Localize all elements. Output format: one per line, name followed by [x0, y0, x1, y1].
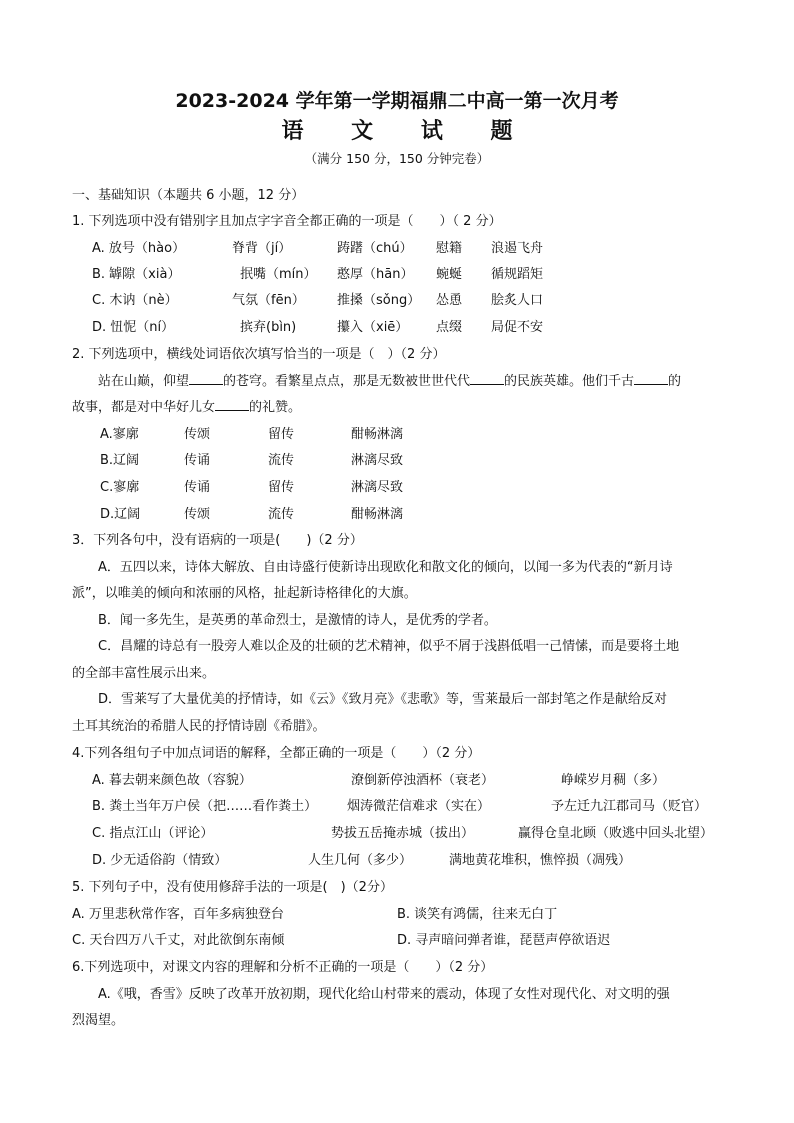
q1-b-2: 抿嘴（mín）	[240, 267, 317, 282]
q6-a-line1: A.《哦，香雪》反映了改革开放初期，现代化给山村带来的震动，体现了女性对现代化、对文明的强	[98, 987, 670, 1002]
section-heading: 一、基础知识（本题共 6 小题，12 分）	[72, 188, 305, 203]
fill-blank	[215, 398, 249, 411]
q4-c-3: 赢得仓皇北顾（败逃中回头北望）	[518, 826, 714, 841]
q4-d-1: D. 少无适俗韵（情致）	[92, 853, 228, 868]
fill-blank	[470, 372, 504, 385]
q2-a-4: 酣畅淋漓	[351, 427, 404, 442]
q2-b-4: 淋漓尽致	[351, 453, 404, 468]
q2-a-2: 传颂	[184, 427, 211, 442]
q2-passage-line1	[98, 372, 681, 391]
q2-b-1: B.辽阔	[100, 453, 140, 468]
q4-c-1: C. 指点江山（评论）	[92, 826, 214, 841]
q5-b: B. 谈笑有鸿儒，往来无白丁	[397, 907, 558, 922]
q4-a-1: A. 暮去朝来颜色故（容貌）	[92, 773, 252, 788]
q3-c-line1: C．昌耀的诗总有一股旁人难以企及的壮硕的艺术精神，似乎不屑于浅斟低唱一己情愫，而是要将土地	[98, 639, 680, 654]
q1-c-3: 推搡（sǒng）	[337, 293, 421, 308]
q4-b-3: 予左迁九江郡司马（贬官）	[551, 799, 708, 814]
q5-stem: 5. 下列句子中，没有使用修辞手法的一项是( )（2分）	[72, 880, 393, 895]
q2-c-1: C.寥廓	[100, 480, 140, 495]
q2-text: 的民族英雄。他们千古	[504, 374, 635, 389]
q3-a-line2: 派”，以唯美的倾向和浓丽的风格，扯起新诗格律化的大旗。	[72, 586, 417, 601]
fill-blank	[189, 372, 223, 385]
q5-a: A. 万里悲秋常作客，百年多病独登台	[72, 907, 284, 922]
score-note: （满分 150 分，150 分钟完卷）	[304, 151, 490, 166]
q2-text: 的苍穹。看繁星点点，那是无数被世世代代	[223, 374, 471, 389]
q2-text: 的	[668, 374, 682, 389]
q1-b-4: 蜿蜒	[436, 267, 463, 282]
q2-a-3: 留传	[268, 427, 295, 442]
q2-d-1: D.辽阔	[100, 507, 141, 522]
q1-b-3: 憨厚（hān）	[337, 267, 414, 282]
q1-a-5: 浪遏飞舟	[491, 241, 544, 256]
q2-c-4: 淋漓尽致	[351, 480, 404, 495]
q3-d-line1: D．雪莱写了大量优美的抒情诗，如《云》《致月亮》《悲歌》等，雪莱最后一部封笔之作是献给反对	[98, 692, 668, 707]
q1-b-5: 循规蹈矩	[491, 267, 544, 282]
q4-a-2: 潦倒新停浊酒杯（衰老）	[351, 773, 495, 788]
q3-c-line2: 的全部丰富性展示出来。	[72, 666, 216, 681]
q1-c-1: C. 木讷（nè）	[92, 293, 178, 308]
q1-a-2: 脊背（jí）	[232, 241, 292, 256]
q5-d: D. 寻声暗问弹者谁，琵琶声停欲语迟	[397, 933, 611, 948]
q2-text: 的礼赞。	[249, 400, 302, 415]
q2-b-3: 流传	[268, 453, 295, 468]
q1-a-3: 踌躇（chú）	[337, 241, 413, 256]
q5-c: C. 天台四万八千丈，对此欲倒东南倾	[72, 933, 285, 948]
q2-d-3: 流传	[268, 507, 295, 522]
q6-a-line2: 烈渴望。	[72, 1013, 125, 1028]
q4-c-2: 势拔五岳掩赤城（拔出）	[331, 826, 475, 841]
q4-b-2: 烟涛微茫信难求（实在）	[347, 799, 491, 814]
q1-a-1: A. 放号（hào）	[92, 241, 186, 256]
q1-c-2: 气氛（fēn）	[232, 293, 305, 308]
q2-d-4: 酣畅淋漓	[351, 507, 404, 522]
q1-d-3: 攥入（xiē）	[337, 320, 409, 335]
q3-b-line1: B．闻一多先生，是英勇的革命烈士，是激情的诗人，是优秀的学者。	[98, 613, 497, 628]
q1-d-2: 摈弃(bìn)	[240, 320, 297, 335]
q2-d-2: 传颂	[184, 507, 211, 522]
q2-c-2: 传诵	[184, 480, 211, 495]
exam-title: 2023-2024 学年第一学期福鼎二中高一第一次月考	[175, 90, 619, 112]
q1-a-4: 慰籍	[436, 241, 463, 256]
q1-c-4: 怂恿	[436, 293, 463, 308]
q2-text: 故事，都是对中华好儿女	[72, 400, 216, 415]
q2-c-3: 留传	[268, 480, 295, 495]
q1-stem: 1. 下列选项中没有错别字且加点字字音全都正确的一项是（ ）（ 2 分）	[72, 214, 502, 229]
q3-stem: 3．下列各句中，没有语病的一项是( )（2 分）	[72, 533, 363, 548]
q3-a-line1: A．五四以来，诗体大解放、自由诗盛行使新诗出现欧化和散文化的倾向，以闻一多为代表的“新月诗	[98, 560, 673, 575]
q4-b-1: B. 粪土当年万户侯（把……看作粪土）	[92, 799, 318, 814]
q1-c-5: 脍炙人口	[491, 293, 544, 308]
q2-text: 站在山巅，仰望	[98, 374, 190, 389]
q1-d-4: 点缀	[436, 320, 463, 335]
q1-d-5: 局促不安	[491, 320, 544, 335]
q4-stem: 4.下列各组句子中加点词语的解释，全都正确的一项是（ ）（2 分）	[72, 746, 481, 761]
q3-d-line2: 土耳其统治的希腊人民的抒情诗剧《希腊》。	[72, 719, 326, 734]
q1-d-1: D. 忸怩（ní）	[92, 320, 175, 335]
q2-stem: 2. 下列选项中，横线处词语依次填写恰当的一项是（ ）（2 分）	[72, 347, 446, 362]
q4-a-3: 峥嵘岁月稠（多）	[561, 773, 666, 788]
q4-d-2: 人生几何（多少）	[308, 853, 413, 868]
q6-stem: 6.下列选项中，对课文内容的理解和分析不正确的一项是（ ）（2 分）	[72, 960, 494, 975]
q2-a-1: A.寥廓	[100, 427, 139, 442]
q2-passage-line2	[72, 398, 301, 417]
q4-d-3: 满地黄花堆积，憔悴损（凋残）	[449, 853, 632, 868]
fill-blank	[634, 372, 668, 385]
q1-b-1: B. 罅隙（xià）	[92, 267, 181, 282]
subject-title: 语 文 试 题	[281, 119, 533, 144]
q2-b-2: 传诵	[184, 453, 211, 468]
